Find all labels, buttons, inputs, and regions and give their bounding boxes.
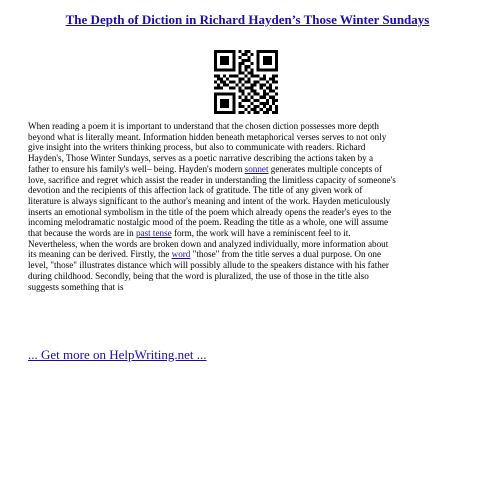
qr-module: [254, 90, 257, 93]
qr-module: [238, 62, 241, 65]
qr-module: [214, 93, 217, 96]
qr-module: [269, 87, 272, 90]
body-line: [28, 121, 476, 132]
more-link-container: [28, 347, 207, 363]
qr-module: [238, 87, 241, 90]
qr-module: [248, 93, 251, 96]
body-line: [28, 175, 476, 186]
qr-module: [220, 102, 223, 105]
qr-module: [223, 56, 226, 59]
qr-module: [232, 53, 235, 56]
qr-module: [257, 50, 260, 53]
qr-module: [244, 59, 247, 62]
qr-module: [257, 56, 260, 59]
qr-module: [257, 65, 260, 68]
qr-module: [269, 68, 272, 71]
qr-module: [220, 56, 223, 59]
article-body: [28, 121, 476, 292]
qr-module: [251, 87, 254, 90]
body-line: [28, 185, 476, 196]
qr-module: [244, 80, 247, 83]
qr-module: [229, 74, 232, 77]
body-line: [28, 196, 476, 207]
qr-module: [223, 59, 226, 62]
qr-module: [232, 62, 235, 65]
qr-module: [269, 62, 272, 65]
qr-module: [251, 84, 254, 87]
qr-module: [263, 62, 266, 65]
qr-module: [217, 50, 220, 53]
qr-module: [244, 65, 247, 68]
qr-module: [232, 111, 235, 114]
qr-module: [232, 108, 235, 111]
body-text-segment: incoming melodramatic nostalgic mood of the poem. Reading the title as a whole, one will assume: [28, 217, 389, 228]
qr-module: [266, 68, 269, 71]
qr-module: [232, 80, 235, 83]
qr-module: [214, 68, 217, 71]
qr-module: [275, 56, 278, 59]
qr-module: [266, 50, 269, 53]
qr-module: [223, 68, 226, 71]
qr-module: [223, 74, 226, 77]
qr-module: [266, 56, 269, 59]
qr-module: [235, 74, 238, 77]
qr-module: [263, 90, 266, 93]
body-line: [28, 271, 476, 282]
qr-module: [251, 108, 254, 111]
qr-module: [275, 93, 278, 96]
qr-module: [220, 59, 223, 62]
body-line: [28, 239, 476, 250]
qr-module: [220, 68, 223, 71]
qr-module: [214, 56, 217, 59]
qr-module: [241, 105, 244, 108]
qr-module: [226, 68, 229, 71]
qr-module: [272, 102, 275, 105]
qr-module: [220, 62, 223, 65]
qr-module: [263, 59, 266, 62]
qr-module: [275, 68, 278, 71]
qr-module: [272, 77, 275, 80]
qr-module: [257, 62, 260, 65]
page-title: [0, 12, 495, 28]
qr-code-icon: [214, 50, 278, 114]
qr-module: [214, 59, 217, 62]
qr-module: [238, 71, 241, 74]
body-text-segment: Hayden's, Those Winter Sundays, serves as a poetic narrative describing the actions taken by a: [28, 153, 374, 164]
qr-module: [226, 93, 229, 96]
qr-module: [251, 62, 254, 65]
qr-module: [272, 90, 275, 93]
qr-module: [244, 74, 247, 77]
body-text-segment: that because the words are in: [28, 228, 136, 239]
body-text-segment: Nevertheless, when the words are broken down and analyzed individually, more information about: [28, 238, 389, 249]
qr-module: [263, 74, 266, 77]
qr-module: [217, 68, 220, 71]
qr-module: [266, 102, 269, 105]
body-text-segment: inserts an emotional symbolism in the title of the poem which already opens the reader's eyes to the: [28, 206, 392, 217]
qr-module: [223, 50, 226, 53]
inline-keyword-link[interactable]: word: [171, 249, 191, 260]
qr-module: [269, 59, 272, 62]
body-line: [28, 228, 476, 239]
qr-module: [266, 87, 269, 90]
qr-module: [244, 96, 247, 99]
qr-module: [226, 59, 229, 62]
qr-module: [248, 71, 251, 74]
qr-module: [254, 105, 257, 108]
qr-module: [260, 96, 263, 99]
qr-module: [223, 80, 226, 83]
qr-module: [254, 80, 257, 83]
qr-module: [229, 87, 232, 90]
qr-module: [269, 50, 272, 53]
qr-module: [220, 105, 223, 108]
qr-module: [241, 99, 244, 102]
qr-module: [217, 84, 220, 87]
qr-module: [226, 105, 229, 108]
body-text-segment: "those" from the title serves a dual purpose. On one: [190, 249, 382, 260]
body-line: [28, 282, 476, 293]
qr-module: [244, 99, 247, 102]
qr-module: [263, 84, 266, 87]
qr-module: [272, 96, 275, 99]
qr-module: [220, 50, 223, 53]
qr-module: [229, 68, 232, 71]
qr-module: [248, 111, 251, 114]
qr-module: [248, 99, 251, 102]
qr-module: [220, 87, 223, 90]
qr-module: [260, 77, 263, 80]
qr-module: [272, 99, 275, 102]
qr-module: [257, 53, 260, 56]
qr-module: [244, 108, 247, 111]
qr-module: [244, 50, 247, 53]
qr-module: [232, 96, 235, 99]
qr-module: [266, 93, 269, 96]
qr-module: [232, 74, 235, 77]
qr-module: [238, 90, 241, 93]
qr-module: [214, 99, 217, 102]
qr-module: [251, 96, 254, 99]
qr-module: [232, 105, 235, 108]
qr-module: [220, 77, 223, 80]
qr-module: [244, 87, 247, 90]
qr-module: [241, 84, 244, 87]
qr-module: [248, 77, 251, 80]
qr-module: [232, 59, 235, 62]
qr-module: [238, 80, 241, 83]
qr-module: [217, 111, 220, 114]
qr-module: [223, 105, 226, 108]
qr-module: [275, 59, 278, 62]
qr-module: [238, 102, 241, 105]
qr-module: [266, 62, 269, 65]
body-line: [28, 207, 476, 218]
qr-module: [269, 77, 272, 80]
qr-module: [241, 53, 244, 56]
qr-module: [266, 59, 269, 62]
qr-module: [241, 93, 244, 96]
qr-module: [275, 105, 278, 108]
qr-module: [235, 84, 238, 87]
qr-module: [238, 56, 241, 59]
qr-module: [226, 102, 229, 105]
qr-module: [214, 105, 217, 108]
qr-module: [260, 84, 263, 87]
body-text-segment: father to ensure his family's well– being. Hayden's modern: [28, 163, 245, 174]
qr-module: [229, 50, 232, 53]
body-line: [28, 260, 476, 271]
qr-module: [251, 90, 254, 93]
qr-module: [275, 50, 278, 53]
qr-module: [257, 93, 260, 96]
qr-module: [266, 80, 269, 83]
qr-module: [214, 96, 217, 99]
body-text-segment: love, sacrifice and regret which assist the reader in understanding the limitless capacity of someone's: [28, 174, 396, 185]
qr-module: [226, 84, 229, 87]
qr-module: [226, 99, 229, 102]
qr-module: [269, 84, 272, 87]
qr-module: [275, 87, 278, 90]
qr-module: [226, 62, 229, 65]
qr-module: [257, 99, 260, 102]
body-text-segment: When reading a poem it is important to understand that the chosen diction possesses more depth: [28, 121, 379, 131]
qr-module: [275, 80, 278, 83]
qr-module: [232, 99, 235, 102]
qr-module: [238, 111, 241, 114]
qr-module: [260, 68, 263, 71]
qr-module: [241, 111, 244, 114]
title-link[interactable]: The Depth of Diction in Richard Hayden’s Those Winter Sundays: [65, 12, 430, 27]
qr-module: [251, 68, 254, 71]
qr-module: [223, 102, 226, 105]
qr-module: [229, 111, 232, 114]
qr-module: [229, 93, 232, 96]
qr-module: [260, 50, 263, 53]
qr-module: [266, 108, 269, 111]
qr-module: [217, 77, 220, 80]
qr-module: [214, 87, 217, 90]
qr-module: [248, 56, 251, 59]
inline-keyword-link[interactable]: sonnet: [244, 163, 269, 174]
qr-module: [251, 102, 254, 105]
body-line: [28, 249, 476, 260]
body-text-segment: its meaning can be derived. Firstly, the: [28, 249, 172, 260]
qr-module: [272, 111, 275, 114]
qr-module: [220, 99, 223, 102]
qr-module: [214, 111, 217, 114]
body-text-segment: devotion and the recipients of this affection lack of gratitude. The title of any given work of: [28, 185, 363, 196]
qr-module: [248, 80, 251, 83]
qr-module: [232, 56, 235, 59]
qr-module: [275, 74, 278, 77]
body-line: [28, 164, 476, 175]
qr-module: [254, 93, 257, 96]
qr-module: [263, 111, 266, 114]
qr-module: [275, 62, 278, 65]
body-line: [28, 132, 476, 143]
qr-module: [263, 102, 266, 105]
get-more-link[interactable]: ... Get more on HelpWriting.net ...: [28, 347, 207, 362]
qr-module: [238, 68, 241, 71]
qr-module: [257, 80, 260, 83]
qr-module: [263, 56, 266, 59]
qr-module: [214, 74, 217, 77]
body-line: [28, 153, 476, 164]
qr-module: [226, 77, 229, 80]
qr-module: [223, 111, 226, 114]
qr-module: [269, 108, 272, 111]
qr-module: [223, 84, 226, 87]
qr-module: [226, 50, 229, 53]
body-text-segment: beyond what is literally meant. Information hidden beneath metaphorical verses serves to not only: [28, 131, 387, 142]
qr-module: [269, 96, 272, 99]
qr-module: [238, 50, 241, 53]
qr-module: [220, 93, 223, 96]
qr-code-graphic: [214, 50, 278, 114]
qr-module: [217, 93, 220, 96]
qr-module: [232, 87, 235, 90]
qr-module: [241, 90, 244, 93]
qr-module: [217, 87, 220, 90]
qr-module: [272, 50, 275, 53]
qr-module: [223, 93, 226, 96]
qr-module: [269, 105, 272, 108]
qr-module: [244, 53, 247, 56]
qr-module: [275, 108, 278, 111]
qr-module: [263, 50, 266, 53]
body-text-segment: give insight into the writers thinking process, but also to communicate with readers. Richard: [28, 142, 366, 153]
qr-module: [226, 56, 229, 59]
qr-module: [214, 80, 217, 83]
inline-keyword-link[interactable]: past tense: [135, 228, 172, 239]
qr-module: [263, 93, 266, 96]
qr-module: [257, 59, 260, 62]
qr-module: [214, 102, 217, 105]
qr-module: [275, 111, 278, 114]
qr-module: [238, 105, 241, 108]
body-line: [28, 217, 476, 228]
qr-module: [248, 65, 251, 68]
qr-module: [263, 77, 266, 80]
qr-module: [257, 105, 260, 108]
qr-module: [241, 77, 244, 80]
qr-module: [260, 102, 263, 105]
qr-module: [214, 50, 217, 53]
qr-module: [251, 71, 254, 74]
body-text-segment: suggests something that is: [28, 281, 124, 292]
body-line: [28, 142, 476, 153]
qr-module: [214, 62, 217, 65]
qr-module: [232, 102, 235, 105]
qr-module: [223, 62, 226, 65]
qr-module: [263, 68, 266, 71]
qr-module: [232, 93, 235, 96]
qr-module: [269, 90, 272, 93]
qr-module: [266, 99, 269, 102]
qr-module: [223, 99, 226, 102]
qr-module: [266, 111, 269, 114]
qr-module: [214, 65, 217, 68]
qr-module: [232, 65, 235, 68]
body-text-segment: level, "those" illustrates distance which will possibly allude to the speakers distance with his father: [28, 260, 389, 271]
qr-module: [275, 65, 278, 68]
qr-module: [220, 111, 223, 114]
qr-module: [248, 59, 251, 62]
qr-module: [214, 53, 217, 56]
qr-module: [241, 71, 244, 74]
qr-module: [272, 74, 275, 77]
qr-module: [254, 111, 257, 114]
qr-module: [238, 77, 241, 80]
qr-module: [269, 56, 272, 59]
qr-module: [214, 108, 217, 111]
qr-module: [257, 68, 260, 71]
qr-module: [272, 68, 275, 71]
qr-module: [272, 80, 275, 83]
qr-module: [220, 80, 223, 83]
qr-module: [275, 53, 278, 56]
body-text-segment: generates multiple concepts of: [268, 163, 383, 174]
qr-module: [244, 68, 247, 71]
qr-module: [226, 111, 229, 114]
qr-module: [260, 108, 263, 111]
qr-module: [251, 74, 254, 77]
qr-module: [238, 96, 241, 99]
qr-module: [254, 99, 257, 102]
qr-module: [263, 96, 266, 99]
qr-module: [238, 65, 241, 68]
qr-module: [248, 87, 251, 90]
qr-module: [241, 62, 244, 65]
qr-module: [229, 80, 232, 83]
qr-module: [260, 87, 263, 90]
qr-module: [275, 99, 278, 102]
qr-module: [257, 74, 260, 77]
qr-module: [241, 59, 244, 62]
qr-module: [254, 108, 257, 111]
body-text-segment: literature is always significant to the author's meaning and intent of the work. Hayden meticulously: [28, 195, 391, 206]
qr-module: [263, 105, 266, 108]
qr-module: [217, 74, 220, 77]
qr-module: [232, 50, 235, 53]
body-text-segment: form, the work will have a reminiscent feel to it.: [171, 228, 351, 239]
qr-module: [257, 111, 260, 114]
qr-module: [248, 50, 251, 53]
qr-module: [248, 105, 251, 108]
qr-module: [254, 74, 257, 77]
qr-module: [254, 84, 257, 87]
qr-module: [251, 53, 254, 56]
qr-module: [232, 68, 235, 71]
body-text-segment: during childhood. Secondly, being that the word is pluralized, the use of those in the title also: [28, 270, 369, 281]
